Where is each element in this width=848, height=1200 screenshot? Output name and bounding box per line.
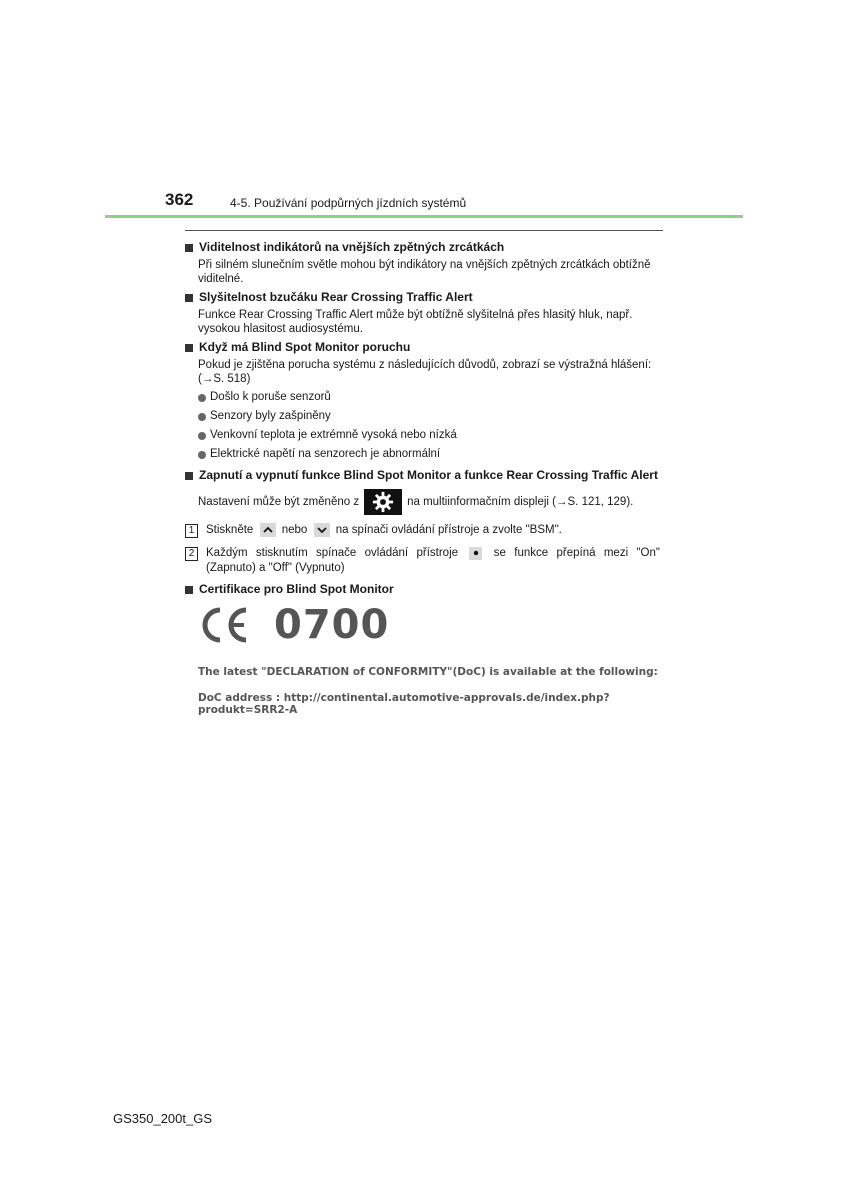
chevron-up-icon xyxy=(260,523,276,537)
ce-mark-logo xyxy=(198,605,250,645)
square-bullet-icon xyxy=(185,472,193,480)
section-text-visibility: Při silném slunečním světle mohou být indikátory na vnějších zpětných zrcátkách obtížně viditelné. xyxy=(198,259,651,285)
round-bullet-icon xyxy=(198,394,206,402)
list-item: Došlo k poruše senzorů xyxy=(185,390,660,405)
chevron-down-icon xyxy=(314,523,330,537)
square-bullet-icon xyxy=(185,586,193,594)
page-number: 362 xyxy=(165,190,194,209)
chapter-title: 4-5. Používání podpůrných jízdních systémů xyxy=(230,196,467,210)
footer-model: GS350_200t_GS xyxy=(113,1111,213,1126)
square-bullet-icon xyxy=(185,344,193,352)
section-heading-malfunction: Když má Blind Spot Monitor poruchu xyxy=(185,340,660,355)
list-item: Senzory byly zašpiněny xyxy=(185,409,660,424)
settings-line: Nastavení může být změněno z na multiinformačním displeji (→S. 121, 129). xyxy=(185,489,660,515)
step-number: 2 xyxy=(185,547,198,561)
round-bullet-icon xyxy=(198,451,206,459)
main-content xyxy=(185,238,660,597)
step-number: 1 xyxy=(185,524,198,538)
list-item: Venkovní teplota je extrémně vysoká nebo nízká xyxy=(185,428,660,443)
section-text-malfunction: Pokud je zjištěna porucha systému z následujících důvodů, zobrazí se výstražná hlášení: (→S. 518) xyxy=(198,359,652,385)
gear-icon xyxy=(364,489,402,515)
section-heading-audibility: Slyšitelnost bzučáku Rear Crossing Traffic Alert xyxy=(185,290,660,305)
square-bullet-icon xyxy=(185,244,193,252)
ce-number: 0700 xyxy=(274,602,390,648)
square-bullet-icon xyxy=(185,294,193,302)
doc-address: DoC address : http://continental.automotive-approvals.de/index.php?produkt=SRR2-A xyxy=(198,692,610,716)
declaration-text: The latest "DECLARATION of CONFORMITY"(DoC) is available at the following: xyxy=(198,666,658,678)
section-heading-visibility: Viditelnost indikátorů na vnějších zpětných zrcátkách xyxy=(185,240,660,255)
step-2: 2 Každým stisknutím spínače ovládání přístroje se funkce přepíná mezi "On" (Zapnuto) a "Off" (Vypnuto) xyxy=(185,546,660,576)
step-1: 1 Stiskněte nebo na spínači ovládání přístroje a zvolte "BSM". xyxy=(185,523,660,538)
enter-button-icon xyxy=(469,547,482,560)
round-bullet-icon xyxy=(198,432,206,440)
round-bullet-icon xyxy=(198,413,206,421)
header-rule xyxy=(105,215,743,218)
section-heading-toggle: Zapnutí a vypnutí funkce Blind Spot Monitor a funkce Rear Crossing Traffic Alert xyxy=(185,468,660,483)
certification-image xyxy=(198,600,668,716)
list-item: Elektrické napětí na senzorech je abnormální xyxy=(185,447,660,462)
section-text-audibility: Funkce Rear Crossing Traffic Alert může být obtížně slyšitelná přes hlasitý hluk, např. vysokou hlasitost audiosystému. xyxy=(198,309,633,335)
section-rule xyxy=(185,230,663,231)
section-heading-certification: Certifikace pro Blind Spot Monitor xyxy=(185,582,660,597)
